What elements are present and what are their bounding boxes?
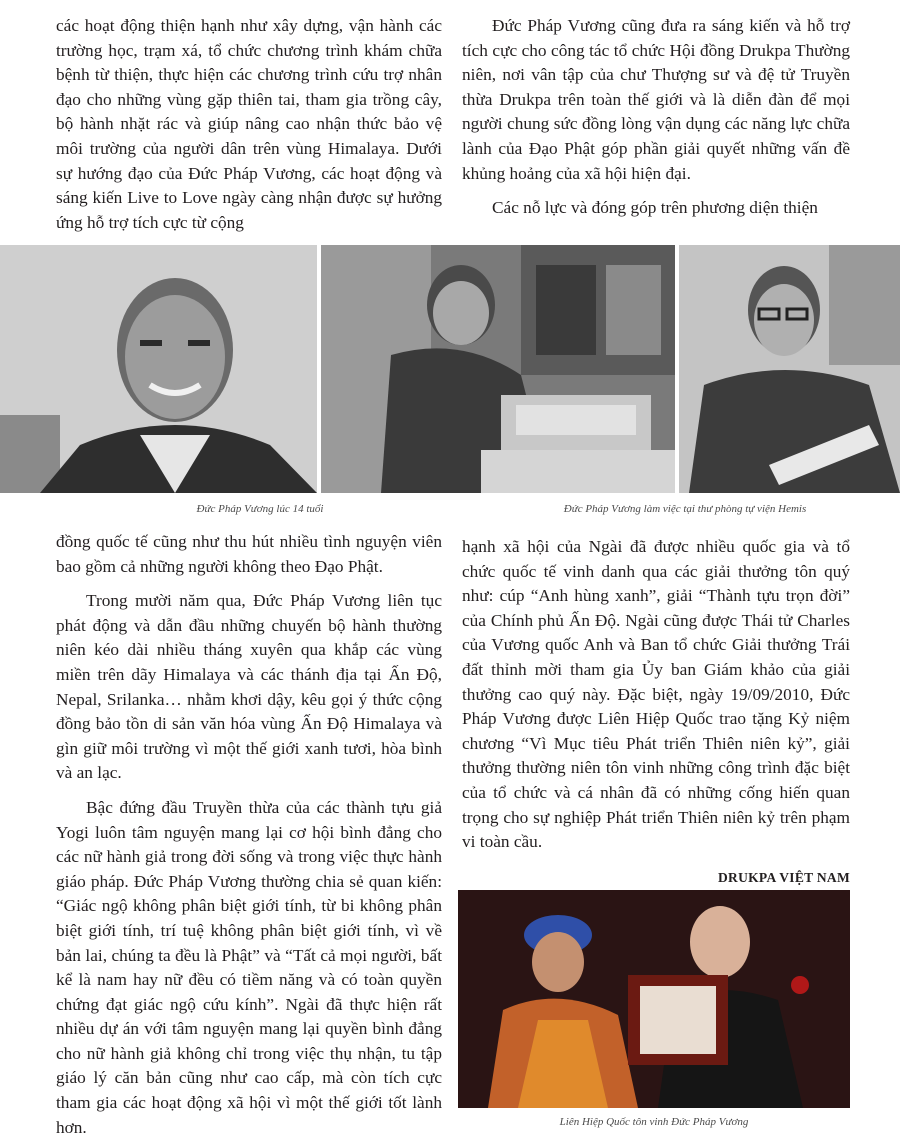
- paragraph: Trong mười năm qua, Đức Pháp Vương liên tục phát động và dẫn đầu những chuyến bộ hành thường niên kéo dài nhiều tháng xuyên qua khắp các vùng miền trên dãy Himalaya và các thánh địa tại Ấn Độ, Nepal, Srilanka… nhằm khơi dậy, kêu gọi ý thức cộng đồng bảo tồn di sản văn hóa vùng Ấn Độ Himalaya và gìn giữ môi trường vì một thế giới xanh tươi, hòa bình và an lạc.: [56, 591, 442, 783]
- caption-photo-4: Liên Hiệp Quốc tôn vinh Đức Pháp Vương: [559, 1116, 749, 1128]
- signature: DRUKPA VIỆT NAM: [717, 870, 850, 885]
- photo-monk-reading: [679, 245, 900, 493]
- photo-award-ceremony: [458, 890, 850, 1108]
- paragraph: hạnh xã hội của Ngài đã được nhiều quốc gia và tổ chức quốc tế vinh danh qua các giải thưởng tôn quý như: cúp “Anh hùng xanh”, giải “Thành tựu trọn đời” của Chính phủ Ấn Độ. Ngài cũng được Thái tử Charles của Vương quốc Anh và Ban tổ chức Giải thưởng Trái đất thỉnh mời tham gia Ủy ban Giám khảo của giải thưởng cao quý này. Đặc biệt, ngày 19/09/2010, Đức Pháp Vương được Liên Hiệp Quốc trao tặng Kỷ niệm chương “Vì Mục tiêu Phát triển Thiên niên kỷ”, giải thưởng thường niên tôn vinh những công trình đặc biệt của tổ chức và cá nhân đã có những cống hiến quan trọng cho sự nghiệp Phát triển Thiên niên kỷ trên phạm vi toàn cầu.: [462, 537, 850, 852]
- paragraph: Bậc đứng đầu Truyền thừa của các thành tựu giả Yogi luôn tâm nguyện mang lại cơ hội bình đẳng cho các nữ hành giả trong đời sống và trong việc thực hành giáo pháp. Đức Pháp Vương thường chia sẻ quan kiến: “Giác ngộ không phân biệt giới tính, từ bi không phân biệt giới tính, trí tuệ không phân biệt giới tính, vì về bản lai, chúng ta đều là Phật” và “Tất cả mọi người, bất kể là nam hay nữ đều có tiềm năng và có toàn quyền chứng đạt giác ngộ cứu kính”. Ngài đã thực hiện rất nhiều dự án với tâm nguyện mang lại quyền bình đẳng cho nữ hành giả không chỉ trong việc thụ nhận, tu tập giáo lý căn bản cũng như cao cấp, mà còn tích cực tham gia các hoạt động xã hội vì một thế giới tốt lành hơn.: [56, 797, 442, 1137]
- column-bottom-left: [56, 530, 442, 1140]
- photo-young-monk: [0, 245, 317, 493]
- column-bottom-right: [462, 535, 850, 855]
- photo-monk-typing: [321, 245, 675, 493]
- caption-photo-2: Đức Pháp Vương làm việc tại thư phòng tự viện Hemis: [563, 503, 807, 515]
- paragraph: Đức Pháp Vương cũng đưa ra sáng kiến và hỗ trợ tích cực cho công tác tổ chức Hội đồng Drukpa Thường niên, nơi vân tập của chư Thượng sư và đệ tử Truyền thừa Drukpa trên toàn thế giới và là diễn đàn để mọi người chung sức đồng lòng vận dụng các năng lực chữa lành của Đạo Phật góp phần giải quyết những vấn đề khủng hoảng của xã hội hiện đại.: [462, 16, 850, 183]
- column-top-left: [56, 14, 442, 235]
- paragraph: các hoạt động thiện hạnh như xây dựng, vận hành các trường học, trạm xá, tổ chức chương trình khám chữa bệnh từ thiện, thực hiện các chương trình cứu trợ nhân đạo cho những vùng gặp thiên tai, tham gia trồng cây, bộ hành nhặt rác và giúp nâng cao nhận thức bảo vệ môi trường của người dân trên vùng Himalaya. Dưới sự hướng đạo của Đức Pháp Vương, các hoạt động và sáng kiến Live to Love ngày càng nhận được sự hưởng ứng hỗ trợ tích cực từ cộng: [56, 16, 442, 232]
- paragraph: Các nỗ lực và đóng góp trên phương diện thiện: [492, 198, 818, 218]
- paragraph: đồng quốc tế cũng như thu hút nhiều tình nguyện viên bao gồm cả những người không theo Đạo Phật.: [56, 532, 442, 576]
- column-top-right: [462, 14, 850, 221]
- caption-photo-1: Đức Pháp Vương lúc 14 tuổi: [196, 503, 324, 515]
